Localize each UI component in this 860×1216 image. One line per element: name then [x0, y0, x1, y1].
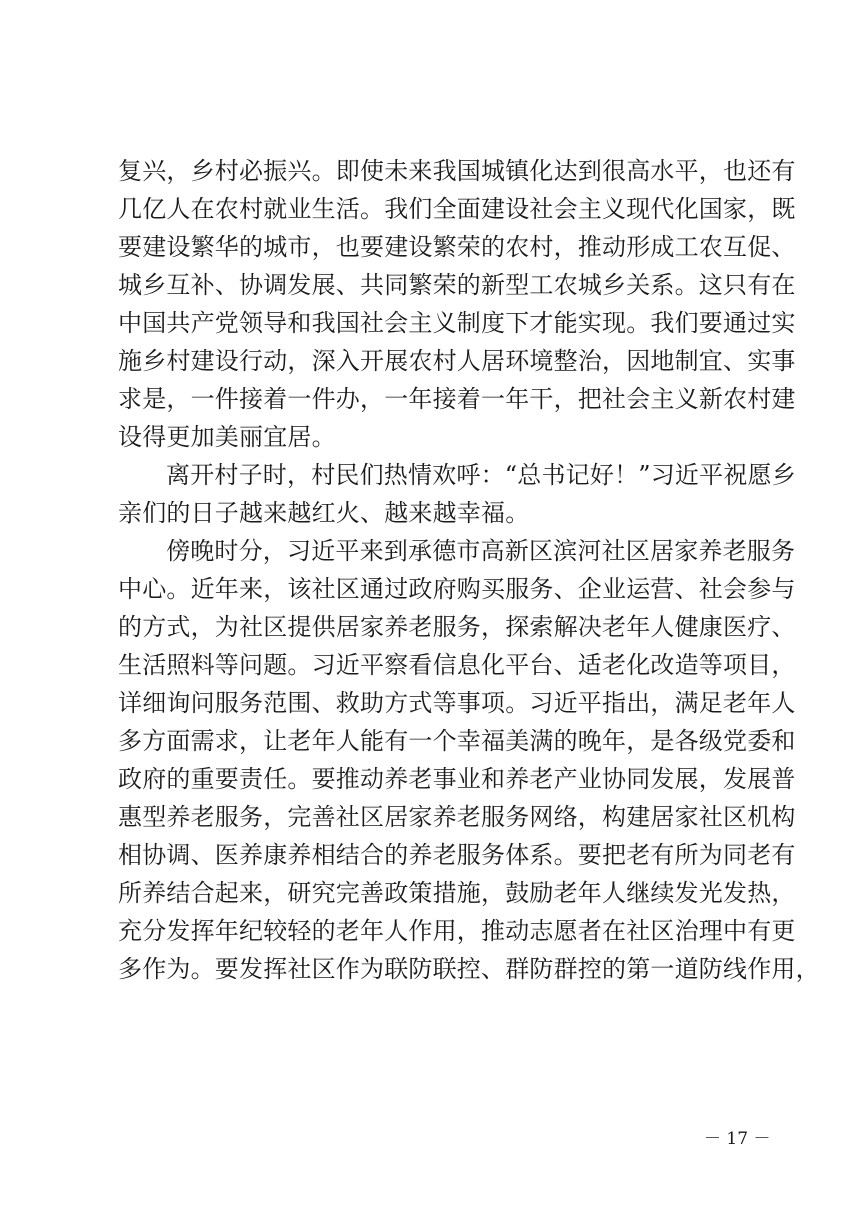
- text-line: 亲们的日子越来越红火、越来越幸福。: [118, 499, 530, 527]
- text-line: 生活照料等问题。习近平察看信息化平台、适老化改造等项目，: [118, 651, 796, 679]
- text-line: 城乡互补、协调发展、共同繁荣的新型工农城乡关系。这只有在: [118, 271, 796, 299]
- text-line: 施乡村建设行动，深入开展农村人居环境整治，因地制宜、实事: [118, 347, 796, 375]
- text-line: 求是，一件接着一件办，一年接着一年干，把社会主义新农村建: [118, 385, 796, 413]
- paragraph-first-line: 傍晚时分，习近平来到承德市高新区滨河社区居家养老服务: [166, 537, 796, 565]
- text-line: 相协调、医养康养相结合的养老服务体系。要把老有所为同老有: [118, 841, 796, 869]
- text-line: 复兴，乡村必振兴。即使未来我国城镇化达到很高水平，也还有: [118, 157, 796, 185]
- text-line: 要建设繁华的城市，也要建设繁荣的农村，推动形成工农互促、: [118, 233, 796, 261]
- page-number: － 17 －: [704, 1129, 771, 1149]
- text-line: 的方式，为社区提供居家养老服务，探索解决老年人健康医疗、: [118, 613, 796, 641]
- text-line: 设得更加美丽宜居。: [118, 423, 336, 451]
- paragraph-first-line: 离开村子时，村民们热情欢呼：“总书记好！”习近平祝愿乡: [166, 461, 796, 489]
- text-line: 几亿人在农村就业生活。我们全面建设社会主义现代化国家，既: [118, 195, 796, 223]
- text-line: 惠型养老服务，完善社区居家养老服务网络，构建居家社区机构: [118, 803, 796, 831]
- text-line: 政府的重要责任。要推动养老事业和养老产业协同发展，发展普: [118, 765, 796, 793]
- text-line: 所养结合起来，研究完善政策措施，鼓励老年人继续发光发热，: [118, 879, 796, 907]
- text-line: 中心。近年来，该社区通过政府购买服务、企业运营、社会参与: [118, 575, 796, 603]
- text-line: 充分发挥年纪较轻的老年人作用，推动志愿者在社区治理中有更: [118, 917, 796, 945]
- text-line: 中国共产党领导和我国社会主义制度下才能实现。我们要通过实: [118, 309, 796, 337]
- text-line: 详细询问服务范围、救助方式等事项。习近平指出，满足老年人: [118, 689, 796, 717]
- text-line: 多作为。要发挥社区作为联防联控、群防群控的第一道防线作用，: [118, 955, 820, 983]
- text-line: 多方面需求，让老年人能有一个幸福美满的晚年，是各级党委和: [118, 727, 796, 755]
